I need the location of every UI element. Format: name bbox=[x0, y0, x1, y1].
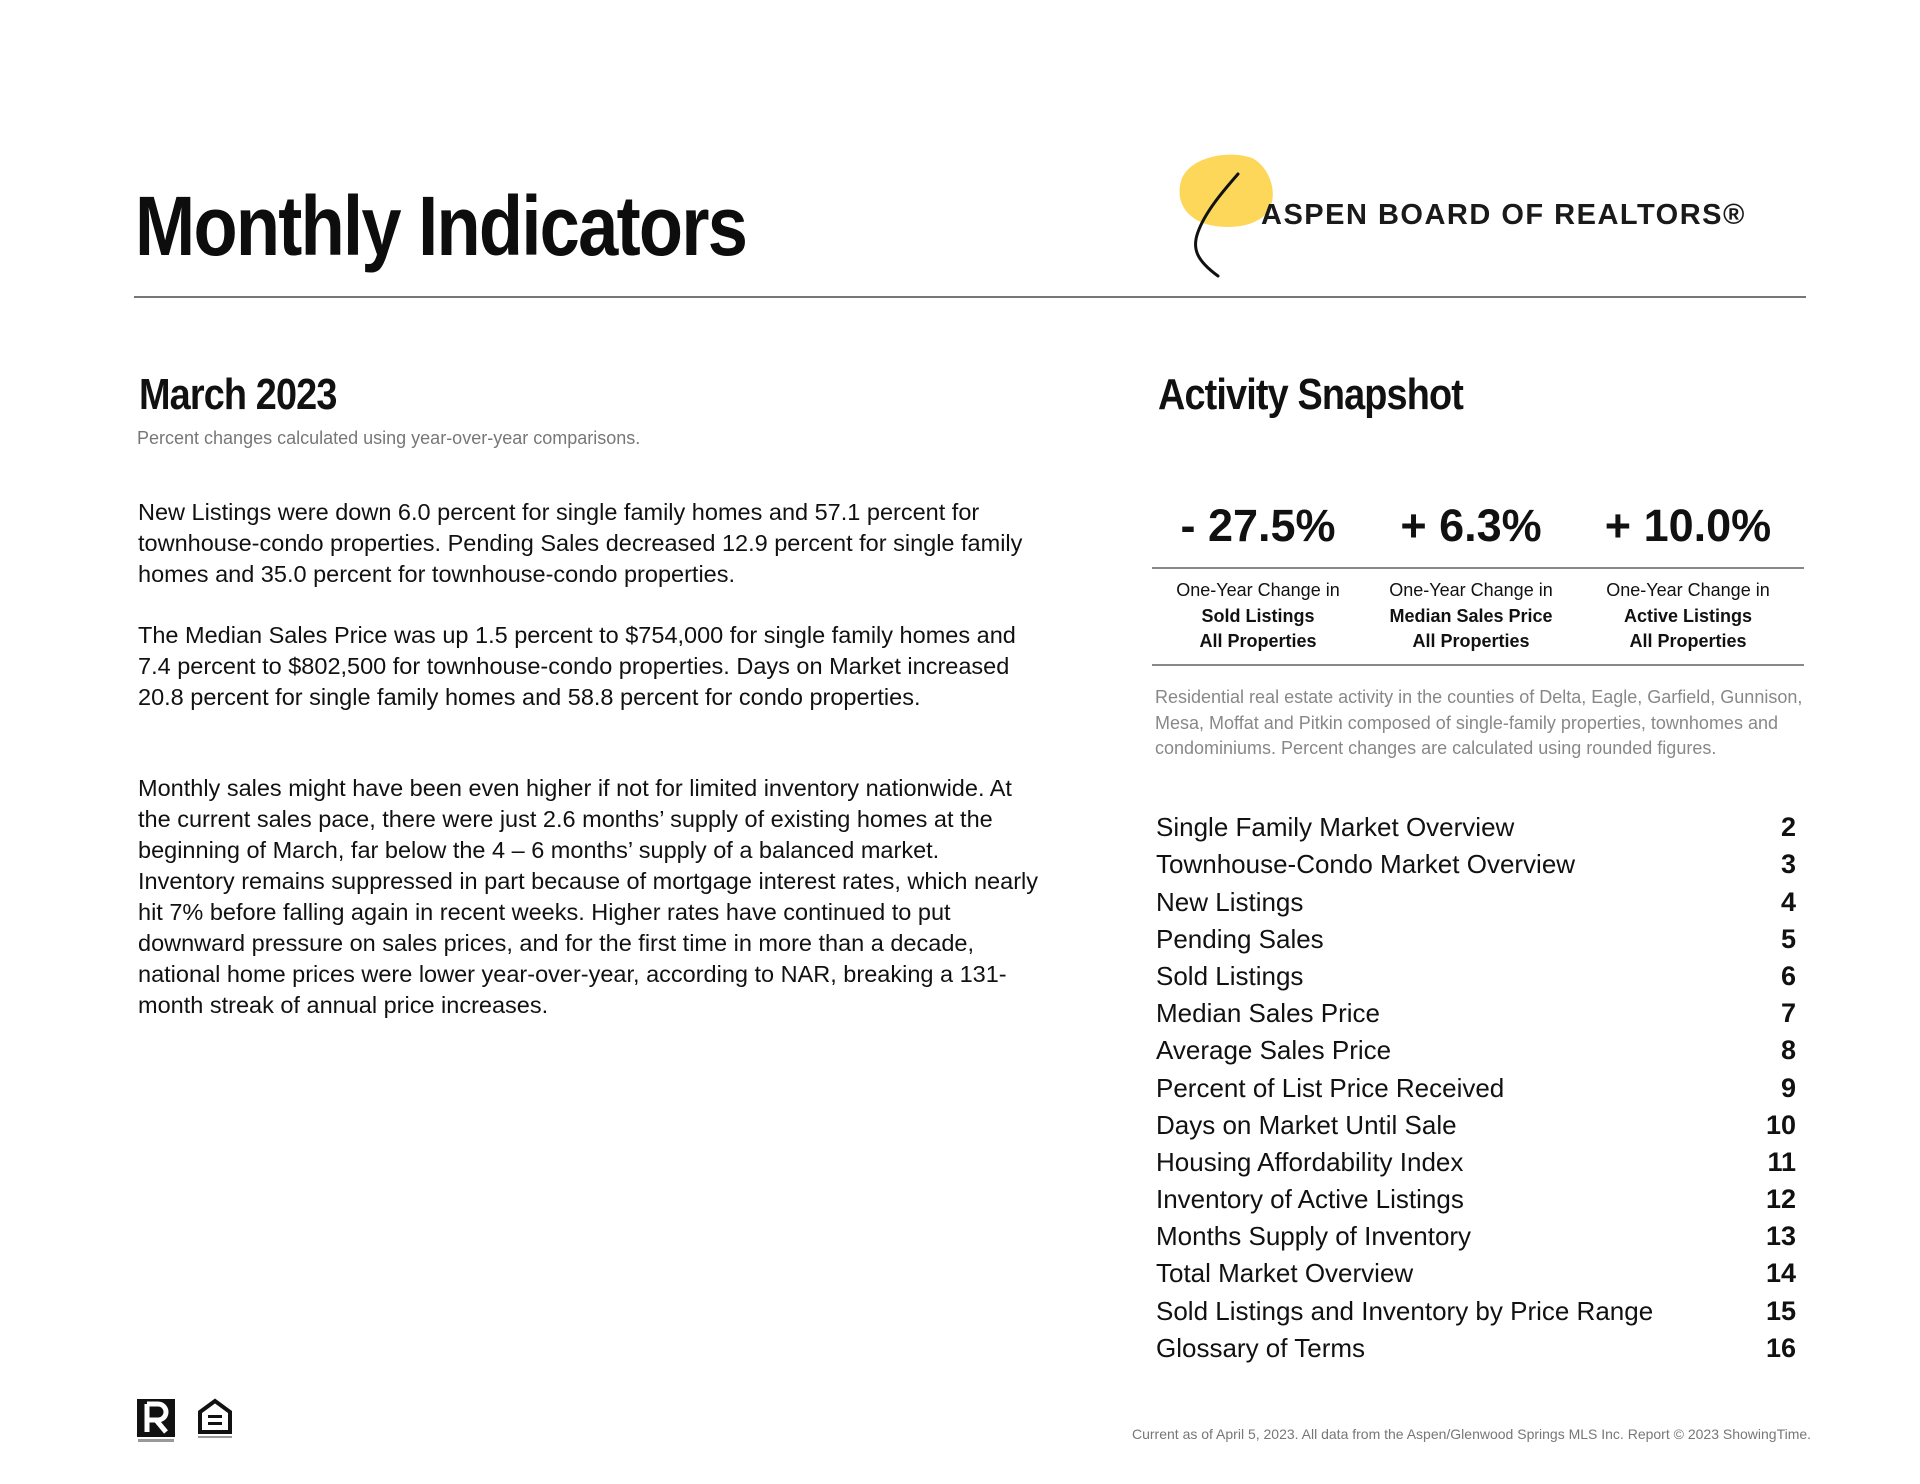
comparison-note: Percent changes calculated using year-over-year comparisons. bbox=[137, 428, 641, 448]
stat-scope: All Properties bbox=[1199, 631, 1317, 651]
median-price-label bbox=[1363, 578, 1579, 655]
toc-item[interactable] bbox=[1156, 1104, 1800, 1141]
toc-label: New Listings bbox=[1156, 886, 1304, 917]
snapshot-divider-bottom bbox=[1152, 664, 1804, 666]
logo-wordmark: ASPEN BOARD OF REALTORS® bbox=[1261, 199, 1746, 231]
footer-badges bbox=[136, 1398, 246, 1444]
stat-caption: One-Year Change in bbox=[1176, 580, 1340, 600]
toc-label: Median Sales Price bbox=[1156, 998, 1380, 1029]
toc-item[interactable] bbox=[1156, 1178, 1800, 1215]
toc-item[interactable] bbox=[1156, 992, 1800, 1029]
toc-label: Pending Sales bbox=[1156, 923, 1324, 954]
toc-item[interactable] bbox=[1156, 1289, 1800, 1326]
toc-label: Housing Affordability Index bbox=[1156, 1146, 1464, 1177]
toc-page: 11 bbox=[1767, 1146, 1796, 1177]
stat-caption: One-Year Change in bbox=[1606, 580, 1770, 600]
stat-scope: All Properties bbox=[1412, 631, 1530, 651]
toc-item[interactable] bbox=[1156, 880, 1800, 917]
toc-item[interactable] bbox=[1156, 1215, 1800, 1252]
toc-page: 8 bbox=[1780, 1035, 1796, 1066]
footer-note: Current as of April 5, 2023. All data from the Aspen/Glenwood Springs MLS Inc. Report © 2023 ShowingTime. bbox=[1132, 1426, 1812, 1442]
toc-label: Townhouse-Condo Market Overview bbox=[1156, 849, 1576, 880]
toc-page: 14 bbox=[1765, 1258, 1796, 1289]
page-title: Monthly Indicators bbox=[135, 179, 747, 273]
toc-page: 2 bbox=[1780, 812, 1796, 843]
stat-metric: Median Sales Price bbox=[1389, 605, 1553, 626]
stat-metric: Sold Listings bbox=[1201, 605, 1315, 626]
activity-snapshot-title: Activity Snapshot bbox=[1158, 370, 1463, 419]
median-price-change: + 6.3% bbox=[1400, 500, 1542, 551]
toc-label: Total Market Overview bbox=[1156, 1258, 1414, 1289]
toc-page: 15 bbox=[1765, 1295, 1796, 1326]
active-listings-label bbox=[1580, 578, 1796, 655]
toc-label: Sold Listings bbox=[1156, 960, 1304, 991]
toc-page: 13 bbox=[1765, 1221, 1796, 1252]
stat-metric: Active Listings bbox=[1623, 605, 1753, 626]
sold-listings-label bbox=[1150, 578, 1366, 655]
toc-label: Inventory of Active Listings bbox=[1156, 1184, 1464, 1215]
summary-paragraph: Monthly sales might have been even higher if not for limited inventory nationwide. At the current sales pace, there were just 2.6 months’ supply of existing homes at the beginning of March, far below the 4 – 6 months’ supply of a balanced market. Inventory remains suppressed in part because of mortgage interest rates, which nearly hit 7% before falling again in recent weeks. Higher rates have continued to put downward pressure on sales prices, and for the first time in more than a decade, national home prices were lower year-over-year, according to NAR, breaking a 131-month streak of annual price increases. bbox=[138, 775, 1038, 1018]
toc-item[interactable] bbox=[1156, 918, 1800, 955]
toc-label: Days on Market Until Sale bbox=[1156, 1109, 1457, 1140]
toc-item[interactable] bbox=[1156, 955, 1800, 992]
toc-label: Average Sales Price bbox=[1156, 1035, 1392, 1066]
toc-label: Percent of List Price Received bbox=[1156, 1072, 1505, 1103]
toc-page: 6 bbox=[1780, 960, 1796, 991]
summary-paragraph: New Listings were down 6.0 percent for single family homes and 57.1 percent for townhouse-condo properties. Pending Sales decreased 12.9 percent for single family homes and 35.0 percent for townhouse-condo properties. bbox=[138, 499, 1023, 587]
toc-item[interactable] bbox=[1156, 1327, 1800, 1364]
snapshot-divider-top bbox=[1152, 567, 1804, 569]
toc-page: 12 bbox=[1765, 1184, 1796, 1215]
sold-listings-change: - 27.5% bbox=[1180, 500, 1336, 551]
residential-note: Residential real estate activity in the counties of Delta, Eagle, Garfield, Gunnison, Mesa, Moffat and Pitkin composed of single-family properties, townhomes and condominiums. Percent changes are calculated using rounded figures. bbox=[1155, 687, 1803, 758]
toc-item[interactable] bbox=[1156, 1029, 1800, 1066]
header-divider bbox=[134, 296, 1806, 298]
toc-page: 4 bbox=[1780, 886, 1796, 917]
stat-caption: One-Year Change in bbox=[1389, 580, 1553, 600]
toc-page: 9 bbox=[1780, 1072, 1796, 1103]
aspen-board-logo bbox=[1168, 148, 1788, 280]
realtor-badge-icon bbox=[136, 1398, 246, 1444]
stat-scope: All Properties bbox=[1629, 631, 1747, 651]
toc-item[interactable] bbox=[1156, 843, 1800, 880]
toc-page: 10 bbox=[1765, 1109, 1796, 1140]
toc-page: 3 bbox=[1780, 849, 1796, 880]
active-listings-change: + 10.0% bbox=[1604, 500, 1772, 551]
toc-page: 5 bbox=[1780, 923, 1796, 954]
toc-item[interactable] bbox=[1156, 806, 1800, 843]
toc-page: 16 bbox=[1765, 1332, 1796, 1363]
summary-paragraph: The Median Sales Price was up 1.5 percent to $754,000 for single family homes and 7.4 percent to $802,500 for townhouse-condo properties. Days on Market increased 20.8 percent for single family homes and 58.8 percent for condo properties. bbox=[138, 622, 1016, 710]
report-month: March 2023 bbox=[139, 370, 337, 419]
toc-item[interactable] bbox=[1156, 1066, 1800, 1103]
toc-page: 7 bbox=[1780, 998, 1796, 1029]
toc-item[interactable] bbox=[1156, 1252, 1800, 1289]
table-of-contents bbox=[1156, 806, 1800, 1364]
toc-label: Single Family Market Overview bbox=[1156, 812, 1515, 843]
toc-label: Months Supply of Inventory bbox=[1156, 1221, 1472, 1252]
toc-item[interactable] bbox=[1156, 1141, 1800, 1178]
toc-label: Glossary of Terms bbox=[1156, 1332, 1366, 1363]
toc-label: Sold Listings and Inventory by Price Range bbox=[1156, 1295, 1654, 1326]
